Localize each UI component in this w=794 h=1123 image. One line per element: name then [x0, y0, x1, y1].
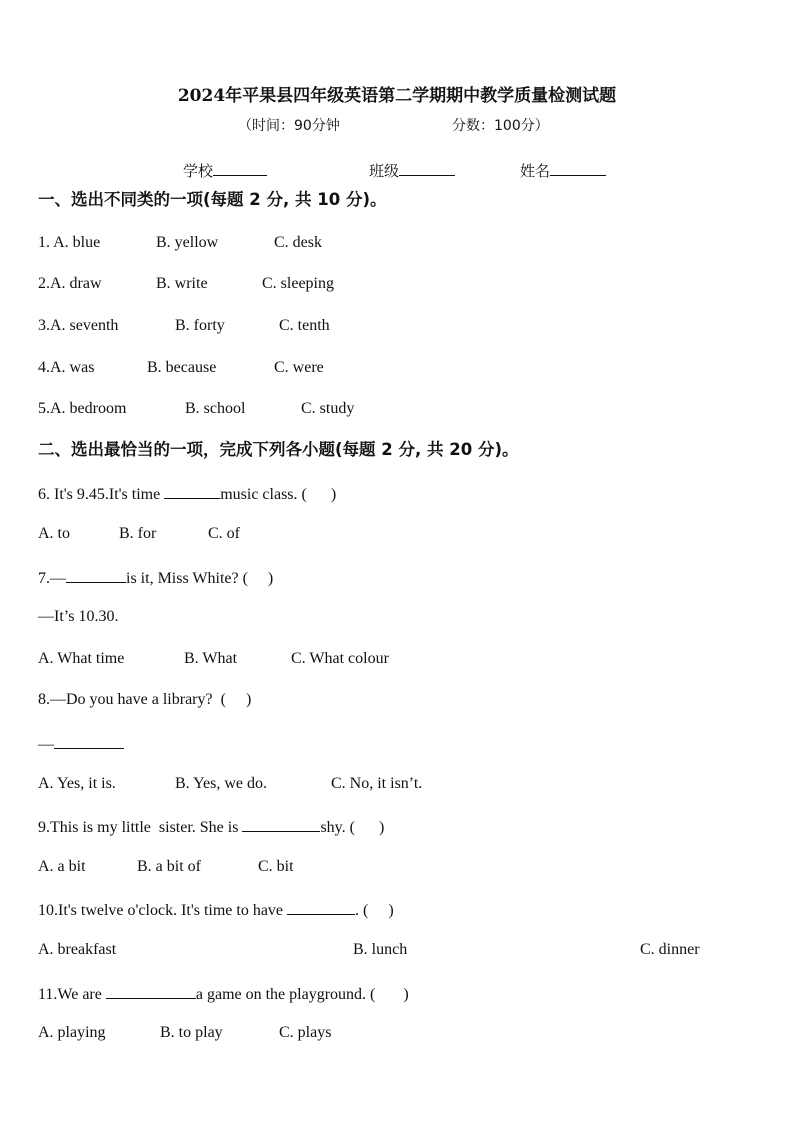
- class-blank[interactable]: [399, 161, 455, 176]
- q9-stem-start: 9.This is my little sister. She is: [38, 819, 243, 836]
- q8-response-line: [38, 734, 124, 753]
- q7-option-b: B. What: [184, 650, 238, 667]
- q7-stem-start: 7.—: [38, 570, 66, 587]
- q9-stem-end: shy. ( ): [320, 819, 385, 836]
- q4-option-b: B. because: [147, 359, 217, 376]
- q11-option-b: B. to play: [160, 1024, 223, 1041]
- name-label: 姓名: [520, 162, 551, 180]
- q5-option-b: B. school: [185, 400, 246, 417]
- q6-option-a: A. to: [38, 525, 70, 542]
- q7-stem-end: is it, Miss White? ( ): [126, 570, 274, 587]
- q6-blank[interactable]: [164, 484, 220, 499]
- q2-option-c: C. sleeping: [262, 275, 334, 292]
- q4-option-a: 4.A. was: [38, 359, 95, 376]
- exam-score: 分数：100分）: [452, 118, 549, 134]
- question-7: [38, 568, 273, 587]
- q7-option-a: A. What time: [38, 650, 125, 667]
- q9-option-b: B. a bit of: [137, 858, 201, 875]
- q1-option-c: C. desk: [274, 234, 322, 251]
- q7-option-c: C. What colour: [291, 650, 389, 667]
- q8-blank[interactable]: [54, 734, 124, 749]
- q3-option-a: 3.A. seventh: [38, 317, 119, 334]
- section1-heading: 一、选出不同类的一项(每题 2 分, 共 10 分)。: [38, 190, 387, 209]
- q9-blank[interactable]: [242, 817, 320, 832]
- q8-option-a: A. Yes, it is.: [38, 775, 116, 792]
- q7-blank[interactable]: [66, 568, 126, 583]
- q4-option-c: C. were: [274, 359, 324, 376]
- exam-time: （时间：90分钟: [238, 118, 340, 134]
- q10-stem-end: . ( ): [355, 902, 394, 919]
- q3-option-b: B. forty: [175, 317, 225, 334]
- q6-option-b: B. for: [119, 525, 157, 542]
- question-9: [38, 817, 384, 836]
- q5-option-a: 5.A. bedroom: [38, 400, 127, 417]
- q2-option-a: 2.A. draw: [38, 275, 102, 292]
- q2-option-b: B. write: [156, 275, 208, 292]
- q10-stem-start: 10.It's twelve o'clock. It's time to have: [38, 902, 288, 919]
- q1-option-b: B. yellow: [156, 234, 219, 251]
- q1-option-a: 1. A. blue: [38, 234, 101, 251]
- q6-stem-end: music class. ( ): [220, 486, 337, 503]
- q9-option-c: C. bit: [258, 858, 294, 875]
- name-field: [520, 161, 606, 179]
- q9-option-a: A. a bit: [38, 858, 86, 875]
- q11-option-a: A. playing: [38, 1024, 106, 1041]
- q8-option-c: C. No, it isn’t.: [331, 775, 423, 792]
- q10-option-a: A. breakfast: [38, 941, 117, 958]
- name-blank[interactable]: [550, 161, 606, 176]
- school-label: 学校: [183, 162, 214, 180]
- q10-option-b: B. lunch: [353, 941, 408, 958]
- q11-stem-start: 11.We are: [38, 986, 106, 1003]
- q10-option-c: C. dinner: [640, 941, 700, 958]
- class-field: [369, 161, 455, 179]
- q8-dash: —: [38, 736, 54, 753]
- q10-blank[interactable]: [287, 900, 355, 915]
- q6-stem-start: 6. It's 9.45.It's time: [38, 486, 165, 503]
- q11-blank[interactable]: [106, 984, 196, 999]
- question-11: [38, 984, 409, 1003]
- school-field: [183, 161, 267, 179]
- q5-option-c: C. study: [301, 400, 355, 417]
- question-10: [38, 900, 394, 919]
- school-blank[interactable]: [213, 161, 267, 176]
- q11-stem-end: a game on the playground. ( ): [195, 986, 409, 1003]
- q8-option-b: B. Yes, we do.: [175, 775, 268, 792]
- section2-heading: 二、选出最恰当的一项，完成下列各小题(每题 2 分, 共 20 分)。: [38, 440, 519, 459]
- q11-option-c: C. plays: [279, 1024, 332, 1041]
- question-8: 8.—Do you have a library? ( ): [38, 691, 252, 708]
- q7-answer-line: —It’s 10.30.: [38, 608, 119, 625]
- question-6: [38, 484, 336, 503]
- page-title: 2024年平果县四年级英语第二学期期中教学质量检测试题: [177, 86, 617, 106]
- q3-option-c: C. tenth: [279, 317, 330, 334]
- class-label: 班级: [369, 162, 400, 180]
- q6-option-c: C. of: [208, 525, 240, 542]
